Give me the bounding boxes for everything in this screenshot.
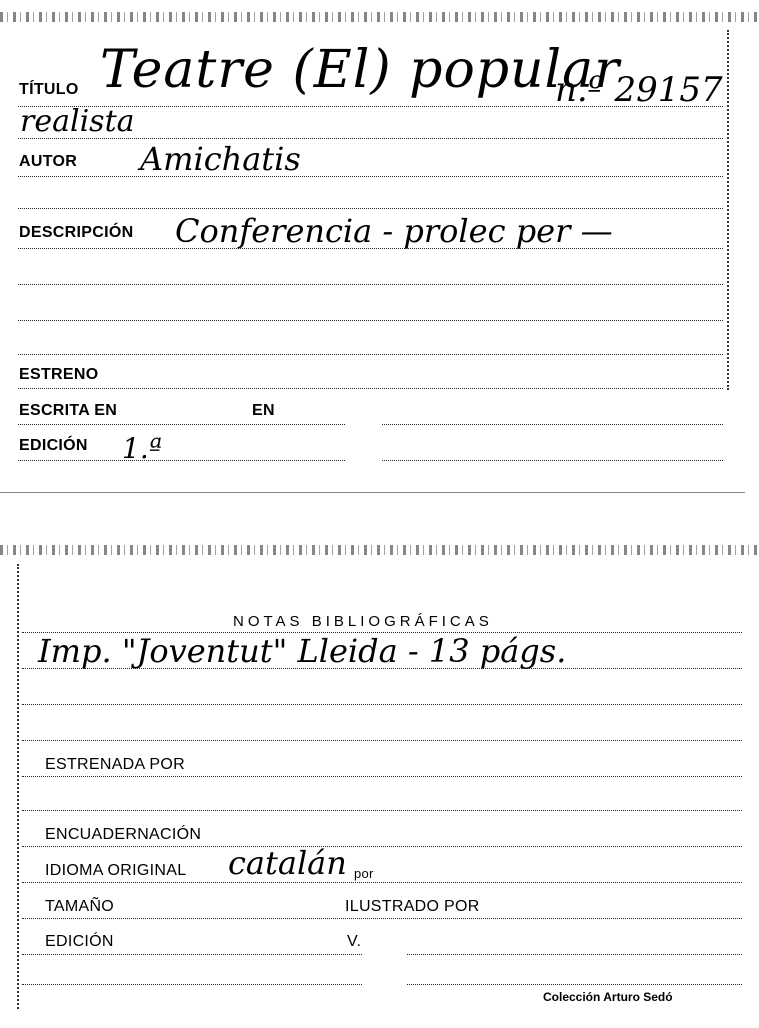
line-idioma-original (22, 882, 742, 883)
handwritten-number: n.º 29157 (555, 70, 723, 110)
handwritten-notas: Imp. "Joventut" Lleida - 13 págs. (38, 632, 567, 670)
label-v: V. (347, 933, 362, 950)
card-tear (345, 408, 381, 470)
line-autor (18, 176, 723, 177)
label-edicion-2: EDICIÓN (45, 933, 114, 950)
label-titulo: TÍTULO (19, 81, 79, 98)
label-en: EN (252, 402, 275, 419)
label-edicion: EDICIÓN (19, 437, 88, 454)
scan-edge (0, 545, 759, 555)
handwritten-idioma: catalán (228, 844, 347, 882)
line-encuadernacion (22, 846, 742, 847)
line-blank-2 (18, 284, 723, 285)
handwritten-edicion: 1.ª (122, 432, 163, 465)
card-bottom-edge (0, 492, 745, 493)
label-notas-bibliograficas: NOTAS BIBLIOGRÁFICAS (233, 613, 493, 630)
label-descripcion: DESCRIPCIÓN (19, 224, 134, 241)
card-tear-2 (362, 935, 406, 991)
label-autor: AUTOR (19, 153, 78, 170)
catalog-card-back (0, 540, 759, 1028)
scan-edge (0, 12, 759, 22)
line-estrenada-por (22, 776, 742, 777)
line-tamano (22, 918, 742, 919)
line-blank-4 (18, 354, 723, 355)
label-por: por (354, 866, 374, 881)
card-left-border (17, 564, 19, 1009)
handwritten-autor: Amichatis (140, 140, 301, 178)
label-estrenada-por: ESTRENADA POR (45, 756, 185, 773)
line-notas-1 (22, 668, 742, 669)
collection-footer: Colección Arturo Sedó (543, 990, 673, 1004)
handwritten-title-cont: realista (20, 104, 135, 139)
label-escrita-en: ESCRITA EN (19, 402, 118, 419)
handwritten-title: Teatre (El) popular (100, 40, 621, 100)
line-notas-2 (22, 704, 742, 705)
catalog-card-front (0, 0, 759, 500)
line-descripcion (18, 248, 723, 249)
label-ilustrado-por: ILUSTRADO POR (345, 898, 480, 915)
handwritten-descripcion: Conferencia - prolec per — (175, 212, 613, 250)
line-estreno (18, 388, 723, 389)
line-blank-3 (18, 320, 723, 321)
card-right-border (727, 30, 729, 390)
line-blank-5 (22, 810, 742, 811)
line-notas-3 (22, 740, 742, 741)
label-encuadernacion: ENCUADERNACIÓN (45, 826, 202, 843)
line-titulo-2 (18, 138, 723, 139)
label-estreno: ESTRENO (19, 366, 99, 383)
label-tamano: TAMAÑO (45, 898, 115, 915)
label-idioma-original: IDIOMA ORIGINAL (45, 862, 187, 879)
line-blank-1 (18, 208, 723, 209)
